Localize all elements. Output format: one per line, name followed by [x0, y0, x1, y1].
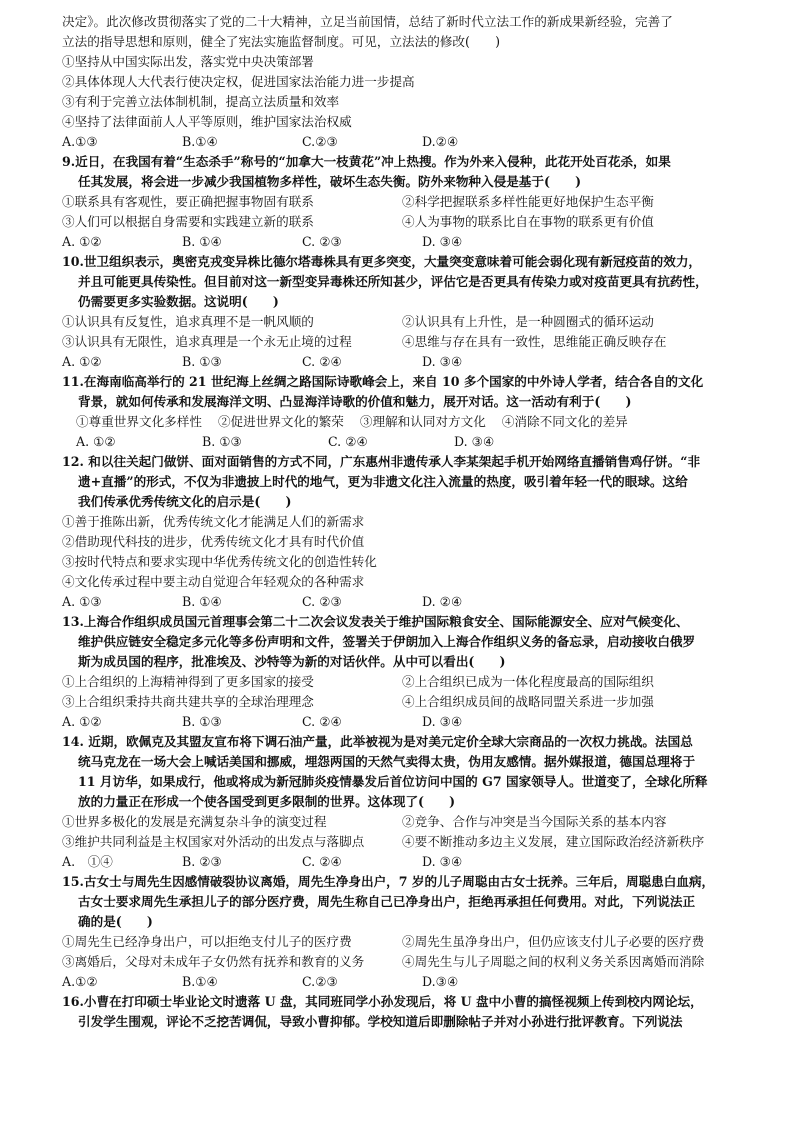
- answer-options: [62, 352, 747, 372]
- option-c: C.②③: [302, 134, 338, 149]
- option-b: B. ①③: [182, 714, 222, 729]
- option-a: A.①③: [62, 134, 98, 149]
- stem-line: 斯为成员国的程序，批准埃及、沙特等为新的对话伙伴。从中可以看出( ): [78, 654, 506, 669]
- stem-line: 13.上海合作组织成员国元首理事会第二十二次会议发表关于维护国际粮食安全、国际能源安全、应对气候变化、: [62, 614, 689, 629]
- statement-row: [62, 192, 747, 212]
- statement: ③按时代特点和要求实现中华优秀传统文化的创造性转化: [62, 554, 377, 569]
- option-c: C. ②③: [302, 234, 342, 249]
- question-8-continued: [62, 12, 747, 152]
- option-a: A.①②: [62, 974, 98, 989]
- answer-options: [62, 132, 747, 152]
- statement-row: [62, 212, 747, 232]
- stem-line: 15.古女士与周先生因感情破裂协议离婚，周先生净身出户，7 岁的儿子周聪由古女士抚养。三年后，周聪患白血病，: [62, 874, 715, 889]
- stem-line: 10.世卫组织表示，奥密克戎变异株比德尔塔毒株具有更多突变，大量突变意味着可能会弱化现有新冠疫苗的效力，: [62, 254, 702, 269]
- option-d: D. ③④: [422, 354, 463, 369]
- question-9: [62, 152, 747, 252]
- statement: ③有利于完善立法体制机制，提高立法质量和效率: [62, 94, 340, 109]
- stem-line: 12. 和以往关起门做饼、面对面销售的方式不同，广东惠州非遗传承人李某架起手机开始网络直播销售鸡仔饼。“非: [62, 454, 701, 469]
- statement: ④人为事物的联系比自在事物的联系更有价值: [402, 214, 654, 229]
- answer-options: [62, 232, 747, 252]
- statement: ①尊重世界文化多样性: [76, 414, 202, 429]
- stem-line: 引发学生围观，评论不乏挖苦调侃，导致小曹抑郁。学校知道后即删除帖子并对小孙进行批评教育。下列说法: [78, 1014, 683, 1029]
- statement: ③离婚后，父母对未成年子女仍然有抚养和教育的义务: [62, 954, 365, 969]
- stem-line: 背景，就如何传承和发展海洋文明、凸显海洋诗歌的价值和魅力，展开对话。这一活动有利于( ): [78, 394, 632, 409]
- stem-line: 决定》。此次修改贯彻落实了党的二十大精神，立足当前国情，总结了新时代立法工作的新成果新经验，完善了: [62, 14, 673, 29]
- stem-line: 确的是( ): [78, 914, 153, 929]
- statement: ④文化传承过程中要主动自觉迎合年轻观众的各种需求: [62, 574, 365, 589]
- option-b: B. ②③: [182, 854, 222, 869]
- option-c: C. ②④: [302, 854, 342, 869]
- statement-row: [62, 952, 747, 972]
- stem-line: 遗+直播”的形式，不仅为非遗披上时代的地气，更为非遗文化注入流量的热度，吸引着年轻一代的眼球。这给: [78, 474, 688, 489]
- option-a: A. ①②: [62, 354, 102, 369]
- option-b: B. ①③: [182, 354, 222, 369]
- answer-options: [62, 712, 747, 732]
- option-c: C. ②④: [302, 714, 342, 729]
- statement-row: [62, 812, 747, 832]
- statement: ②竞争、合作与冲突是当今国际关系的基本内容: [402, 814, 667, 829]
- stem-line: 维护供应链安全稳定多元化等多份声明和文件，签署关于伊朗加入上海合作组织义务的备忘录，启动接收白俄罗: [78, 634, 696, 649]
- statement: ④消除不同文化的差异: [501, 414, 628, 429]
- statement: ②借助现代科技的进步，优秀传统文化才具有时代价值: [62, 534, 365, 549]
- option-d: D. ③④: [422, 234, 463, 249]
- statement: ④周先生与儿子周聪之间的权利义务关系因离婚而消除: [402, 954, 705, 969]
- question-13: [62, 612, 747, 732]
- option-c: C. ②④: [302, 354, 342, 369]
- answer-options: [62, 432, 747, 452]
- option-a: A. ①②: [62, 714, 102, 729]
- statement-row: [62, 932, 747, 952]
- statement: ②认识具有上升性，是一种圆圈式的循环运动: [402, 314, 654, 329]
- option-d: D. ②④: [422, 594, 463, 609]
- statement-row: [62, 412, 747, 432]
- question-14: [62, 732, 747, 872]
- statement: ②上合组织已成为一体化程度最高的国际组织: [402, 674, 654, 689]
- statement: ①善于推陈出新，优秀传统文化才能满足人们的新需求: [62, 514, 365, 529]
- statement: ①联系具有客观性，要正确把握事物固有联系: [62, 194, 314, 209]
- question-15: [62, 872, 747, 992]
- option-d: D.③④: [422, 974, 459, 989]
- answer-options: [62, 972, 747, 992]
- statement: ③上合组织秉持共商共建共享的全球治理理念: [62, 694, 314, 709]
- option-b: B. ①④: [182, 234, 222, 249]
- answer-options: [62, 592, 747, 612]
- stem-line: 9.近日，在我国有着“生态杀手”称号的“加拿大一枝黄花”冲上热搜。作为外来入侵种，此花开处百花杀，如果: [62, 154, 671, 169]
- option-b: B.①④: [182, 134, 218, 149]
- statement: ③维护共同利益是主权国家对外活动的出发点与落脚点: [62, 834, 365, 849]
- statement-row: [62, 832, 747, 852]
- stem-line: 仍需要更多实验数据。这说明( ): [78, 294, 279, 309]
- option-d: D.②④: [422, 134, 459, 149]
- stem-line: 16.小曹在打印硕士毕业论文时遗落 U 盘，其同班同学小孙发现后，将 U 盘中小曹的搞怪视频上传到校内网论坛，: [62, 994, 703, 1009]
- statement: ②促进世界文化的繁荣: [217, 414, 344, 429]
- stem-line: 11 月访华，如果成行，他或将成为新冠肺炎疫情暴发后首位访问中国的 G7 国家领导人。世道变了，全球化所释: [78, 774, 708, 789]
- stem-line: 11.在海南临高举行的 21 世纪海上丝绸之路国际诗歌峰会上，来自 10 多个国家的中外诗人学者，结合各自的文化: [62, 374, 704, 389]
- option-c: C.②③: [302, 974, 338, 989]
- stem-line: 任其发展，将会进一步减少我国植物多样性，破坏生态失衡。防外来物种入侵是基于( ): [78, 174, 582, 189]
- stem-line: 并且可能更具传染性。但目前对这一新型变异毒株还所知甚少，评估它是否更具有传染力或对疫苗更具有抗药性，: [78, 274, 708, 289]
- statement: ③认识具有无限性，追求真理是一个永无止境的过程: [62, 334, 352, 349]
- stem-line: 14. 近期，欧佩克及其盟友宣布将下调石油产量，此举被视为是对美元定价全球大宗商品的一次权力挑战。法国总: [62, 734, 693, 749]
- option-d: D. ③④: [454, 434, 495, 449]
- option-b: B.①④: [182, 974, 218, 989]
- statement: ②具体体现人大代表行使决定权，促进国家法治能力进一步提高: [62, 74, 415, 89]
- statement: ④坚持了法律面前人人平等原则，维护国家法治权威: [62, 114, 352, 129]
- option-d: D. ③④: [422, 714, 463, 729]
- statement-row: [62, 332, 747, 352]
- statement: ①周先生已经净身出户，可以拒绝支付儿子的医疗费: [62, 934, 352, 949]
- option-a: A. ①②: [76, 434, 116, 449]
- stem-line: 古女士要求周先生承担儿子的部分医疗费，周先生称自己已净身出户，拒绝再承担任何费用。对此，下列说法正: [78, 894, 696, 909]
- statement: ④思维与存在具有一致性，思维能正确反映存在: [402, 334, 667, 349]
- option-b: B. ①④: [182, 594, 222, 609]
- statement: ③理解和认同对方文化: [359, 414, 486, 429]
- option-d: D. ③④: [422, 854, 463, 869]
- statement: ①坚持从中国实际出发，落实党中央决策部署: [62, 54, 314, 69]
- stem-line: 统马克龙在一场大会上喊话美国和挪威，埋怨两国的天然气卖得太贵，伪用友感情。据外媒报道，德国总理将于: [78, 754, 696, 769]
- statement-row: [62, 692, 747, 712]
- question-12: [62, 452, 747, 612]
- question-10: [62, 252, 747, 372]
- answer-options: [62, 852, 747, 872]
- statement: ①上合组织的上海精神得到了更多国家的接受: [62, 674, 314, 689]
- statement-row: [62, 672, 747, 692]
- statement: ②周先生虽净身出户，但仍应该支付儿子必要的医疗费: [402, 934, 705, 949]
- option-a: A. ①②: [62, 234, 102, 249]
- statement: ②科学把握联系多样性能更好地保护生态平衡: [402, 194, 654, 209]
- statement-row: [62, 312, 747, 332]
- stem-line: 立法的指导思想和原则，健全了宪法实施监督制度。可见，立法法的修改( ): [62, 34, 501, 49]
- statement: ④上合组织成员间的战略同盟关系进一步加强: [402, 694, 654, 709]
- option-c: C. ②④: [328, 434, 368, 449]
- stem-line: 放的力量正在形成一个使各国受到更多限制的世界。这体现了( ): [78, 794, 456, 809]
- option-c: C. ②③: [302, 594, 342, 609]
- statement: ①认识具有反复性，追求真理不是一帆风顺的: [62, 314, 314, 329]
- statement: ③人们可以根据自身需要和实践建立新的联系: [62, 214, 314, 229]
- question-16: [62, 992, 747, 1032]
- question-11: [62, 372, 747, 452]
- option-b: B. ①③: [202, 434, 242, 449]
- statement: ①世界多极化的发展是充满复杂斗争的演变过程: [62, 814, 327, 829]
- option-a: A. ①③: [62, 594, 102, 609]
- stem-line: 我们传承优秀传统文化的启示是( ): [78, 494, 292, 509]
- option-a: A. ①④: [62, 854, 113, 869]
- statement: ④要不断推动多边主义发展，建立国际政治经济新秩序: [402, 834, 705, 849]
